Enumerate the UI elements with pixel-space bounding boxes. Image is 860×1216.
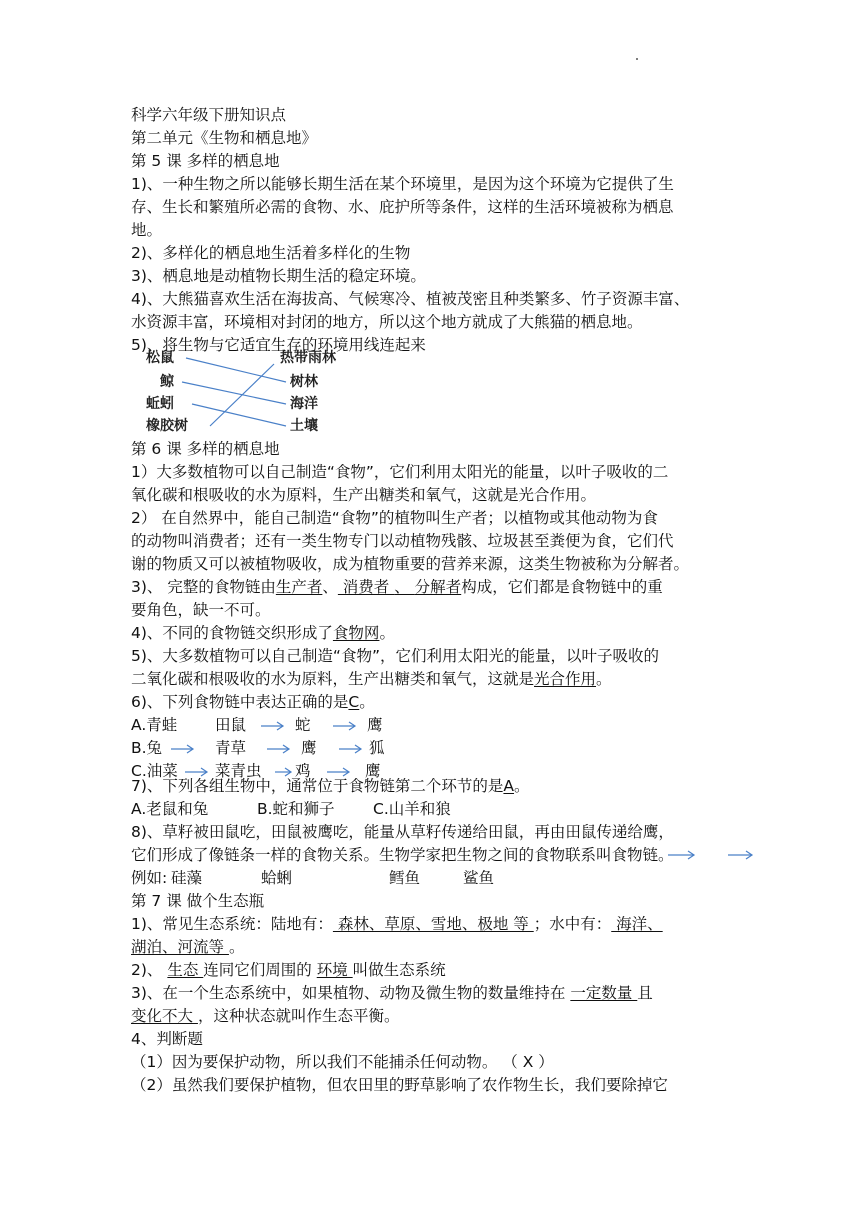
match-line-3 — [192, 404, 286, 426]
match-right-1: 树林 — [290, 374, 318, 390]
match-line-4 — [210, 364, 274, 426]
l6-q8b: 它们形成了像链条一样的食物关系。生物学家把生物之间的食物联系叫食物链。 — [131, 846, 674, 864]
l7-r1b: 湖泊、河流等 。 — [131, 938, 245, 956]
l5-p4a: 4)、大熊猫喜欢生活在海拔高、气候寒冷、植被茂密且种类繁多、竹子资源丰富、 — [131, 290, 690, 308]
l6-q6: 6)、下列食物链中表达正确的是C。 — [131, 693, 375, 711]
l5-p3: 3)、栖息地是动植物长期生活的稳定环境。 — [131, 267, 426, 285]
l5-p4b: 水资源丰富，环境相对封闭的地方，所以这个地方就成了大熊猫的栖息地。 — [131, 313, 643, 331]
match-left-1: 鲸 — [160, 374, 174, 390]
match-left-0: 松鼠 — [146, 350, 174, 366]
arrow-icon — [337, 743, 365, 755]
answer-food-web: 食物网 — [332, 624, 380, 642]
doc-title: 科学六年级下册知识点 — [131, 106, 287, 124]
lesson7-heading: 第 7 课 做个生态瓶 — [131, 892, 265, 910]
answer-little-change: 变化不大 — [131, 1007, 198, 1025]
unit-heading: 第二单元《生物和栖息地》 — [131, 129, 318, 147]
arrow-icon — [259, 720, 287, 732]
arrow-icon — [331, 720, 359, 732]
l6-q4: 4)、不同的食物链交织形成了食物网。 — [131, 624, 395, 642]
l5-p1c: 地。 — [131, 221, 163, 239]
match-right-0: 热带雨林 — [280, 350, 336, 366]
answer-water-ecosystems-a: 海洋、 — [611, 915, 663, 933]
answer-decomposer: 分解者 — [414, 578, 462, 596]
l5-p1b: 存、生长和繁殖所必需的食物、水、庇护所等条件，这样的生活环境被称为栖息 — [131, 198, 674, 216]
answer-q6: C — [348, 693, 360, 711]
l6-q2a: 2） 在自然界中，能自己制造“食物”的植物叫生产者；以植物或其他动物为食 — [131, 509, 658, 527]
lesson5-heading: 第 5 课 多样的栖息地 — [131, 152, 280, 170]
answer-organisms: 生态 — [167, 961, 204, 979]
match-right-3: 土壤 — [290, 418, 318, 434]
judge-item-1: （1）因为要保护动物，所以我们不能捕杀任何动物。 （ X ） — [131, 1053, 554, 1071]
l6-q3b: 要角色，缺一不可。 — [131, 601, 271, 619]
l6-q1a: 1）大多数植物可以自己制造“食物”，它们利用太阳光的能量，以叶子吸收的二 — [131, 463, 669, 481]
match-line-2 — [182, 382, 286, 404]
l6-q7: 7)、下列各组生物中，通常位于食物链第二个环节的是A。 — [131, 777, 530, 795]
match-right-2: 海洋 — [290, 396, 318, 412]
l6-q3: 3)、 完整的食物链由生产者、 消费者 、 分解者构成，它们都是食物链中的重 — [131, 578, 663, 596]
l7-r4: 4、判断题 — [131, 1030, 203, 1048]
l6-q2c: 谢的物质又可以被植物吸收，成为植物重要的营养来源，这类生物被称为分解者。 — [131, 555, 690, 573]
answer-land-ecosystems: 森林、草原、雪地、极地 等 — [332, 915, 534, 933]
answer-certain-number: 一定数量 — [570, 984, 638, 1002]
q6-option-b: B.兔 青草 鹰 狐 — [131, 739, 385, 757]
page-dot — [636, 58, 638, 60]
arrow-icon — [666, 848, 756, 862]
judge-item-2: （2）虽然我们要保护植物，但农田里的野草影响了农作物生长，我们要除掉它 — [131, 1076, 668, 1094]
matching-diagram — [140, 348, 380, 434]
match-line-1 — [186, 358, 286, 382]
answer-consumer: 消费者 — [337, 578, 395, 596]
q7-options: A.老鼠和兔 B.蛇和狮子 C.山羊和狼 — [131, 800, 451, 818]
l6-q1b: 氧化碳和根吸收的水为原料，生产出糖类和氧气，这就是光合作用。 — [131, 486, 597, 504]
arrow-icon — [265, 743, 293, 755]
l6-q8a: 8)、草籽被田鼠吃，田鼠被鹰吃，能量从草籽传递给田鼠，再由田鼠传递给鹰， — [131, 823, 674, 841]
l6-q2b: 的动物叫消费者；还有一类生物专门以动植物残骸、垃圾甚至粪便为食，它们代 — [131, 532, 674, 550]
l6-q5a: 5)、大多数植物可以自己制造“食物”，它们利用太阳光的能量，以叶子吸收的 — [131, 647, 659, 665]
match-left-2: 蚯蚓 — [146, 396, 174, 412]
l5-p2: 2)、多样化的栖息地生活着多样化的生物 — [131, 244, 411, 262]
answer-producer: 生产者 — [275, 578, 323, 596]
answer-water-ecosystems-b: 湖泊、河流等 — [131, 938, 229, 956]
q6-option-a: A.青蛙 田鼠 蛇 鹰 — [131, 716, 383, 734]
answer-environment: 环境 — [316, 961, 353, 979]
l7-r2: 2)、 生态 连同它们周围的 环境 叫做生态系统 — [131, 961, 446, 979]
arrow-icon — [169, 743, 197, 755]
l6-q8c: 例如: 硅藻 蛤蜊 鳕鱼 鲨鱼 — [131, 869, 495, 887]
l7-r3b: 变化不大 ，这种状态就叫作生态平衡。 — [131, 1007, 400, 1025]
answer-q7: A — [503, 777, 515, 795]
match-left-3: 橡胶树 — [146, 418, 188, 434]
l5-p5: 5)、将生物与它适宜生存的环境用线连起来 — [131, 336, 426, 354]
l7-r3: 3)、在一个生态系统中，如果植物、动物及微生物的数量维持在 一定数量 且 — [131, 984, 653, 1002]
l6-q5b: 二氧化碳和根吸收的水为原料，生产出糖类和氧气，这就是光合作用。 — [131, 670, 612, 688]
answer-photosynthesis: 光合作用 — [534, 670, 597, 688]
l5-p1a: 1)、一种生物之所以能够长期生活在某个环境里，是因为这个环境为它提供了生 — [131, 175, 674, 193]
l7-r1: 1)、常见生态系统：陆地有： 森林、草原、雪地、极地 等 ；水中有： 海洋、 — [131, 915, 663, 933]
q6-option-c: C.油菜 菜青虫 鸡 鹰 — [131, 762, 381, 780]
lesson6-heading: 第 6 课 多样的栖息地 — [131, 440, 280, 458]
